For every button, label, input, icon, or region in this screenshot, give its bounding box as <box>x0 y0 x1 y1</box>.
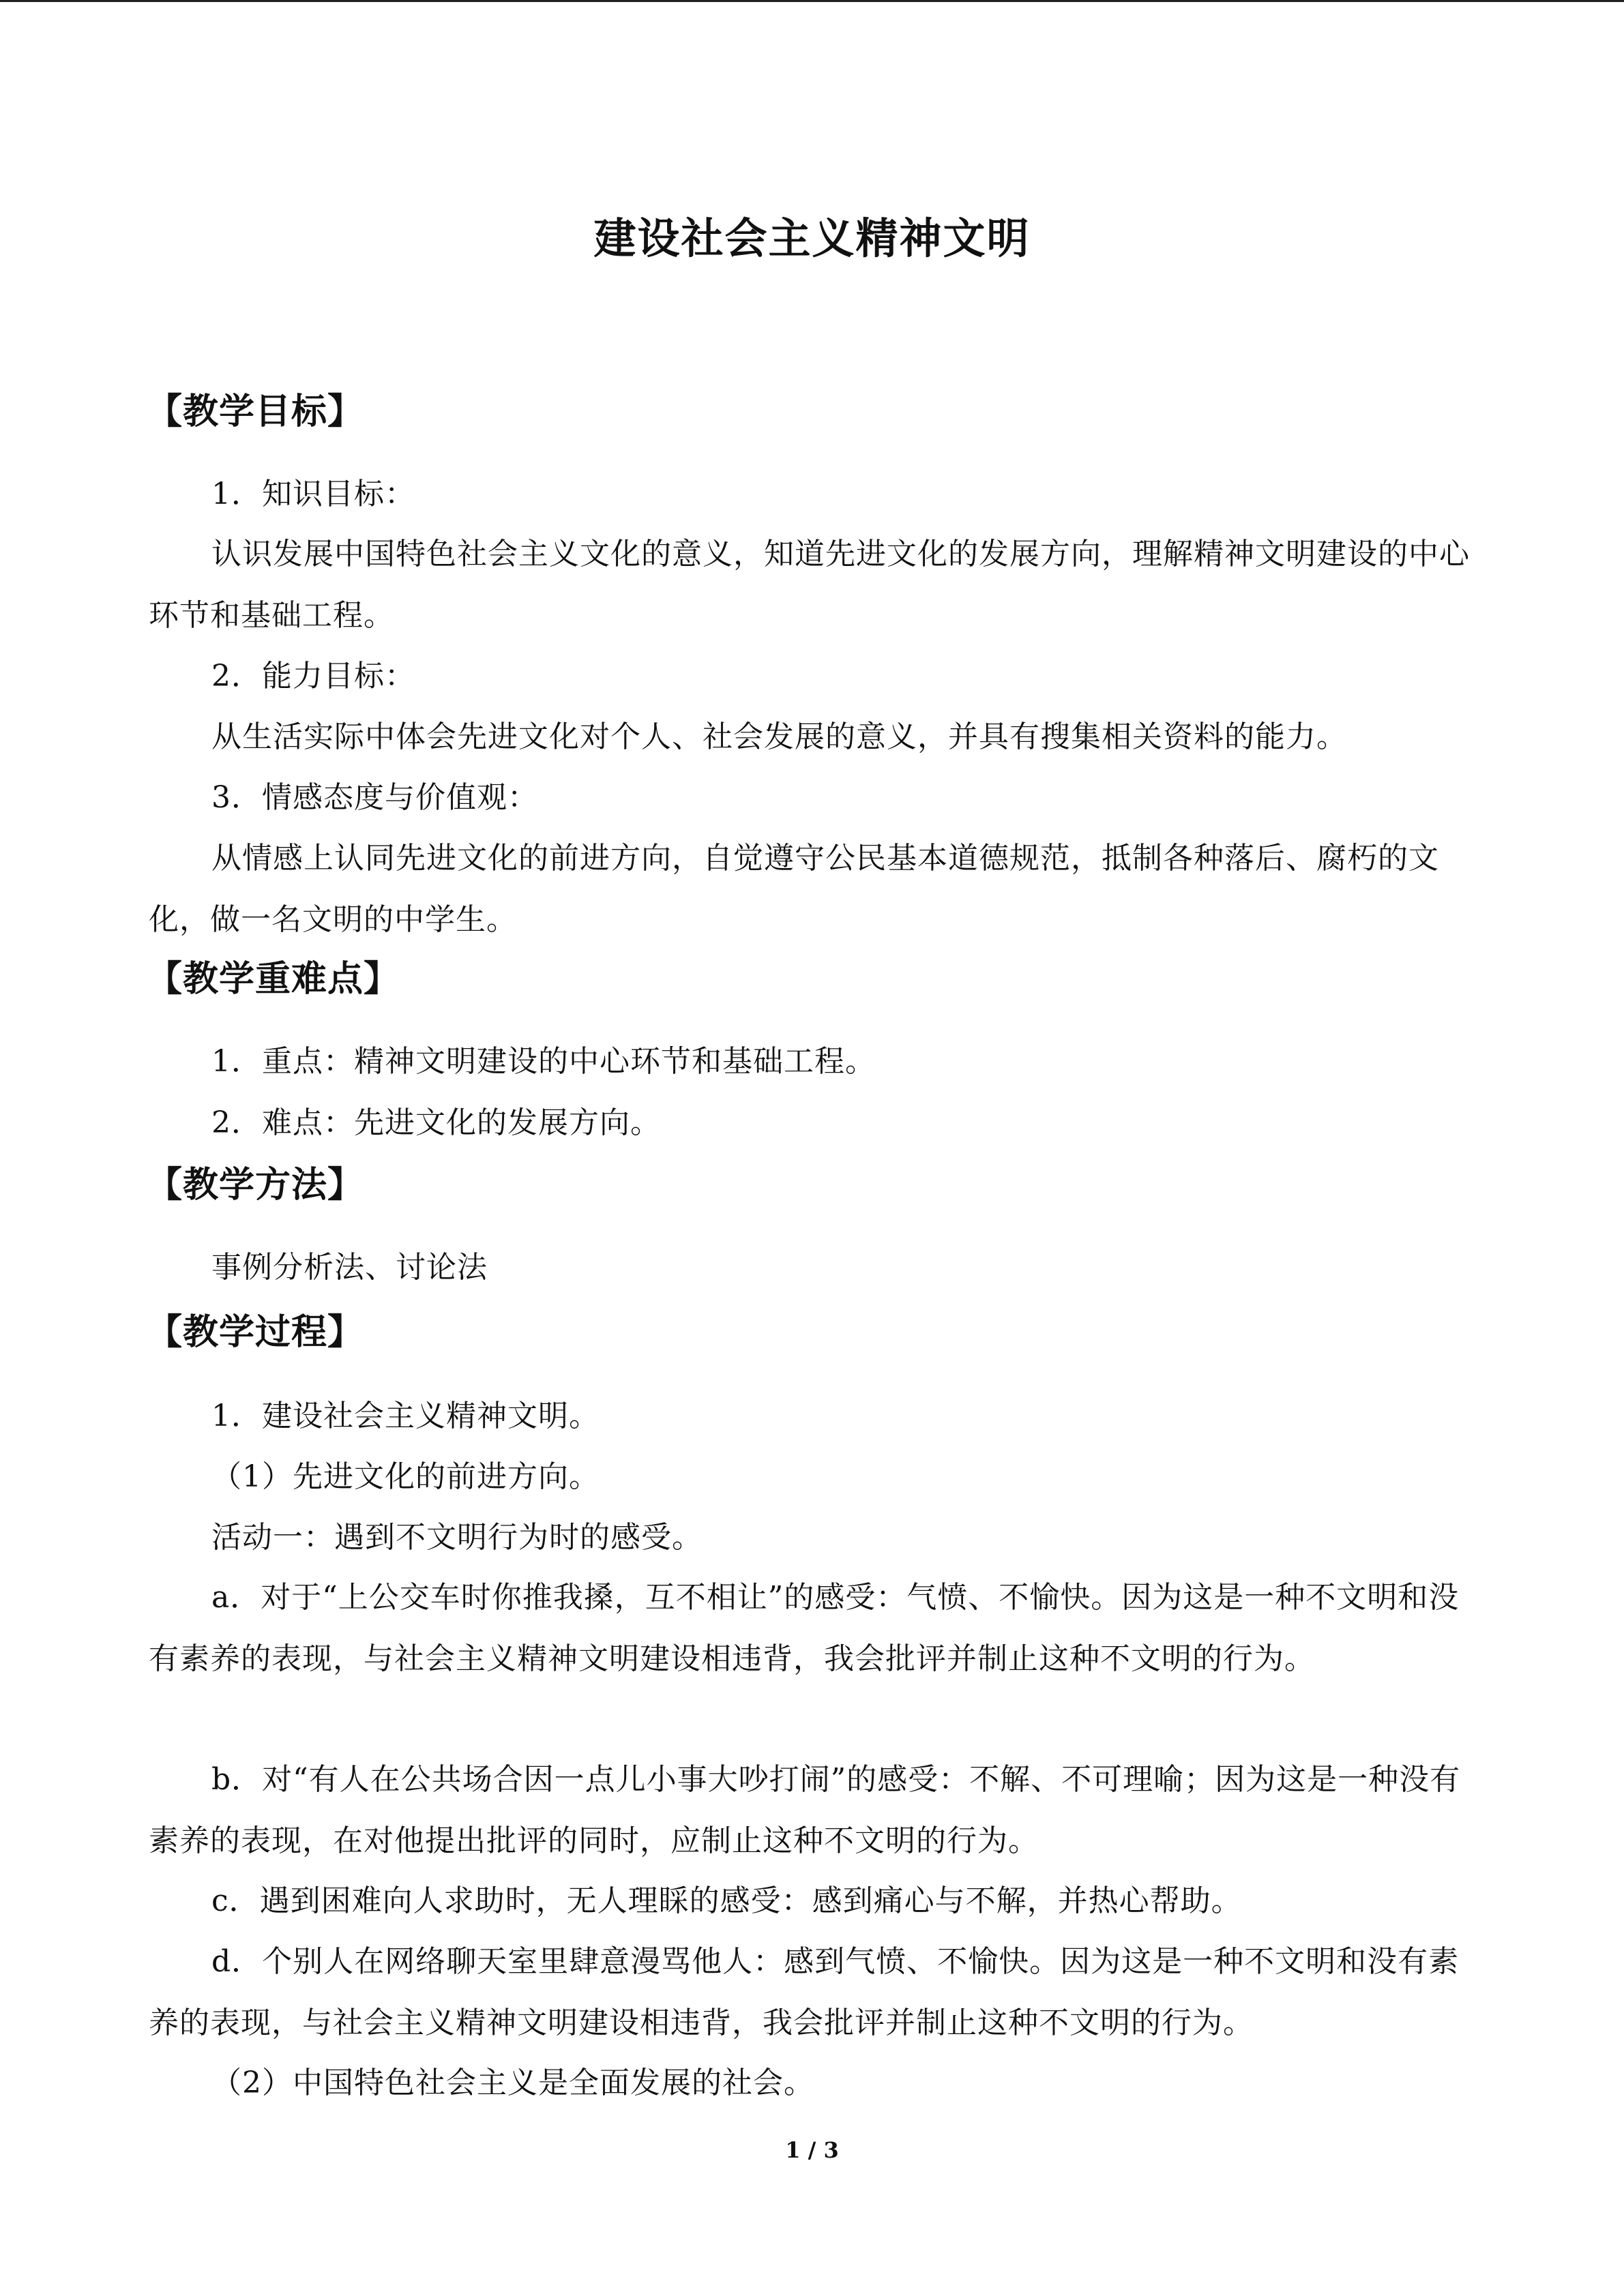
paragraph: 1．重点：精神文明建设的中心环节和基础工程。 <box>211 1044 876 1079</box>
paragraph: 2．能力目标： <box>211 659 415 694</box>
section-heading-objectives: 【教学目标】 <box>147 391 364 432</box>
paragraph: 认识发展中国特色社会主义文化的意义，知道先进文化的发展方向，理解精神文明建设的中心环节和基础工程。 <box>149 537 1470 633</box>
top-border <box>0 0 1624 2</box>
paragraph: （1）先进文化的前进方向。 <box>211 1459 600 1494</box>
paragraph: b．对“有人在公共场合因一点儿小事大吵打闹”的感受：不解、不可理喻；因为这是一种没有素养的表现，在对他提出批评的同时，应制止这种不文明的行为。 <box>149 1762 1461 1858</box>
paragraph: 1．建设社会主义精神文明。 <box>211 1399 600 1433</box>
paragraph: 2．难点：先进文化的发展方向。 <box>211 1105 661 1140</box>
paragraph: c．遇到困难向人求助时，无人理睬的感受：感到痛心与不解，并热心帮助。 <box>211 1883 1242 1918</box>
paragraph: 事例分析法、讨论法 <box>211 1250 488 1285</box>
paragraph: 3．情感态度与价值观： <box>211 780 538 815</box>
paragraph: 1．知识目标： <box>211 477 415 511</box>
document-title: 建设社会主义精神文明 <box>593 213 1031 263</box>
section-heading-process: 【教学过程】 <box>147 1312 364 1353</box>
paragraph: 从生活实际中体会先进文化对个人、社会发展的意义，并具有搜集相关资料的能力。 <box>211 719 1347 754</box>
paragraph: 活动一：遇到不文明行为时的感受。 <box>211 1520 703 1555</box>
section-heading-key-points: 【教学重难点】 <box>147 959 400 1000</box>
paragraph: 从情感上认同先进文化的前进方向，自觉遵守公民基本道德规范，抵制各种落后、腐朽的文化，做一名文明的中学生。 <box>149 841 1439 937</box>
section-heading-methods: 【教学方法】 <box>147 1165 364 1206</box>
paragraph: （2）中国特色社会主义是全面发展的社会。 <box>211 2066 814 2100</box>
paragraph: d．个别人在网络聊天室里肆意漫骂他人：感到气愤、不愉快。因为这是一种不文明和没有素养的表现，与社会主义精神文明建设相违背，我会批评并制止这种不文明的行为。 <box>149 1944 1460 2040</box>
paragraph: a．对于“上公交车时你推我搡，互不相让”的感受：气愤、不愉快。因为这是一种不文明和没有素养的表现，与社会主义精神文明建设相违背，我会批评并制止这种不文明的行为。 <box>149 1580 1460 1676</box>
page-number: 1 / 3 <box>785 2137 839 2163</box>
